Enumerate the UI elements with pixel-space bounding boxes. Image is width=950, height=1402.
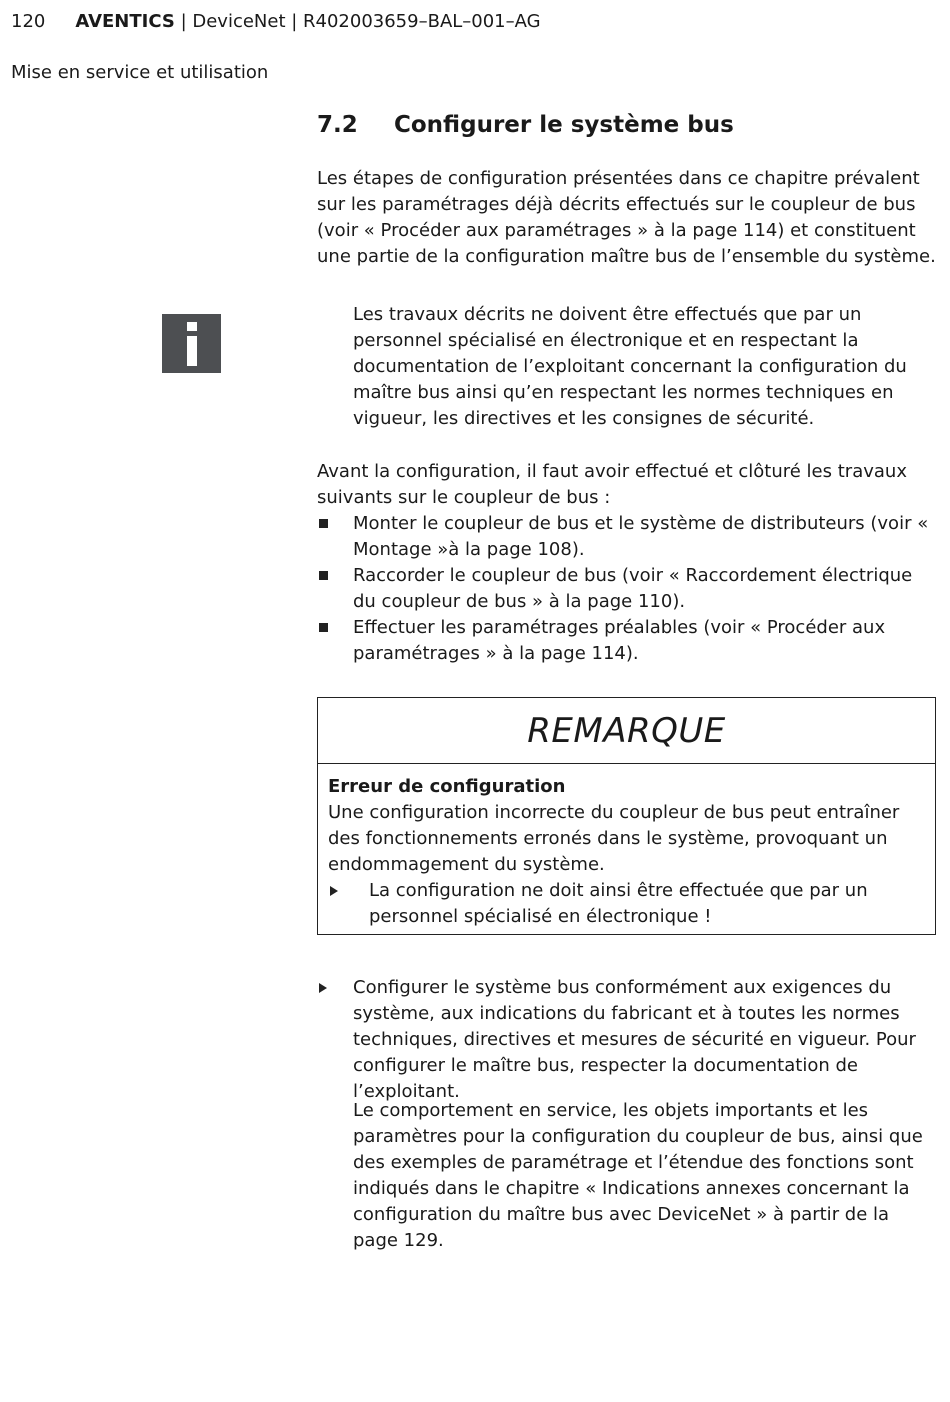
remark-box (317, 697, 936, 935)
warning-action: La configuration ne doit ainsi être effectuée que par un personnel spécialisé en électronique ! (328, 878, 925, 930)
arrow-right-icon (319, 983, 327, 993)
prerequisites (317, 459, 937, 667)
list-item: Monter le coupleur de bus et le système de distributeurs (voir « Montage »à la page 108). (317, 511, 937, 563)
section-heading (317, 112, 734, 138)
arrow-right-icon (330, 886, 338, 896)
brand-name: AVENTICS (75, 11, 175, 32)
instruction-action: Configurer le système bus conformément aux exigences du système, aux indications du fabricant et à toutes les normes techniques, directives et mesures de sécurité en vigueur. Pour configurer le maître bus, respecter la documentation de l’exploitant. (317, 975, 937, 1105)
remark-title: REMARQUE (318, 698, 935, 764)
info-text: Les travaux décrits ne doivent être effectués que par un personnel spécialisé en électronique et en respectant la documentation de l’exploitant concernant la configuration du maître bus ainsi qu’en respectant les normes techniques en vigueur, les directives et les consignes de sécurité. (353, 304, 907, 429)
info-glyph (181, 322, 203, 366)
bullet-square-icon (319, 571, 328, 580)
warning-title: Erreur de configuration (328, 776, 566, 797)
info-note (353, 302, 937, 432)
intro-paragraph (317, 166, 937, 270)
instruction-note-text: Le comportement en service, les objets importants et les paramètres pour la configuration du coupleur de bus, ainsi que des exemples de paramétrage et l’étendue des fonctions sont indiqués dans le chapitre « Indications annexes concernant la configuration du maître bus avec DeviceNet » à partir de la page 129. (353, 1100, 923, 1251)
document-reference: | DeviceNet | R402003659–BAL–001–AG (174, 11, 541, 32)
info-icon (162, 314, 221, 373)
page-number: 120 (11, 11, 46, 32)
list-item: Raccorder le coupleur de bus (voir « Raccordement électrique du coupleur de bus » à la page 110). (317, 563, 937, 615)
section-title: Configurer le système bus (394, 112, 734, 138)
instruction-note (353, 1098, 937, 1254)
bullet-square-icon (319, 623, 328, 632)
list-item: Effectuer les paramétrages préalables (voir « Procéder aux paramétrages » à la page 114). (317, 615, 937, 667)
prerequisites-lead: Avant la configuration, il faut avoir effectué et clôturé les travaux suivants sur le coupleur de bus : (317, 461, 907, 508)
warning-text: Une configuration incorrecte du coupleur de bus peut entraîner des fonctionnements erronés dans le système, provoquant un endommagement du système. (328, 802, 900, 875)
bullet-square-icon (319, 519, 328, 528)
prerequisites-list (317, 511, 937, 667)
chapter-label: Mise en service et utilisation (11, 62, 269, 83)
remark-body (318, 764, 935, 930)
section-number: 7.2 (317, 112, 358, 138)
intro-text: Les étapes de configuration présentées dans ce chapitre prévalent sur les paramétrages déjà décrits effectués sur le coupleur de bus (voir « Procéder aux paramétrages » à la page 114) et constituent une partie de la configuration maître bus de l’ensemble du système. (317, 168, 936, 267)
instruction (317, 975, 937, 1105)
page-header (11, 11, 541, 32)
